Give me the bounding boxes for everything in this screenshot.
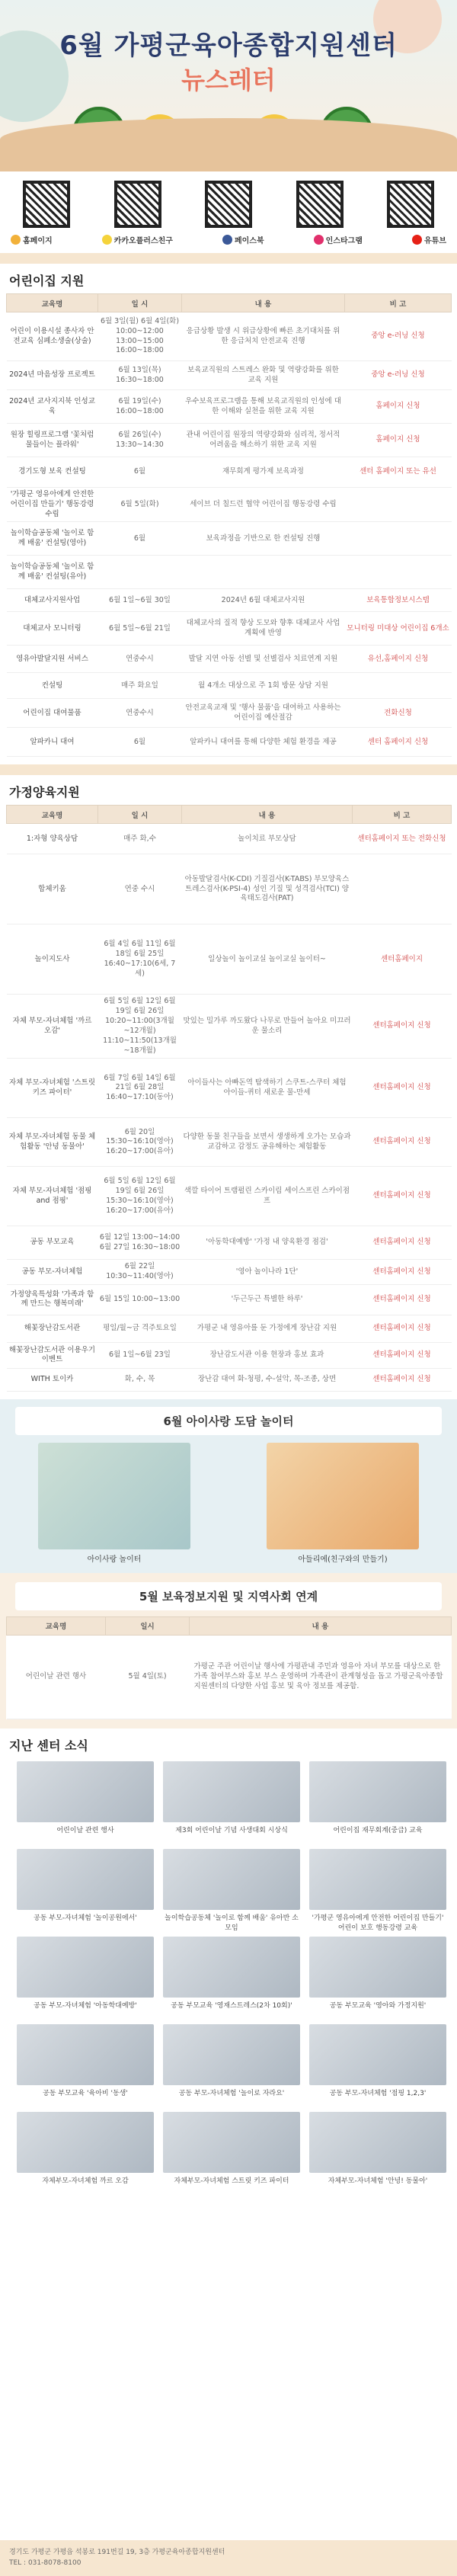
table-cell: 가평군 내 영유아를 둔 가정에게 장난감 지원 (182, 1315, 353, 1342)
table-cell (345, 488, 452, 522)
table-cell: 6월 20일 15:30~16:10(영아) 16:20~17:00(유아) (98, 1118, 182, 1167)
instagram-qr-code[interactable] (296, 181, 344, 228)
table-cell: 6월 19일(수) 16:00~18:00 (98, 390, 182, 424)
footer: 경기도 가평군 가평읍 석봉로 191번길 19, 3층 가평군육아종합지원센터 TEL : 031-8078-8100 (0, 2540, 457, 2576)
table-cell: 6월 7일 6월 14일 6월 21일 6월 28일 16:40~17:10(동아) (98, 1059, 182, 1118)
table-cell: 센터홈페이지 신청 (353, 1059, 452, 1118)
table-cell: 연중 수시 (98, 854, 182, 924)
news-item: 공동 부모-자녀체험 '놀이로 자라요' (163, 2024, 300, 2107)
table-cell: 공동 부모-자녀체험 (7, 1260, 98, 1285)
col-header: 일시 (106, 1616, 190, 1635)
col-header: 내 용 (182, 806, 353, 824)
table-row (7, 1315, 452, 1342)
table-cell: 세이브 더 칠드런 협약 어린이집 행동강령 수립 (182, 488, 345, 522)
table-cell: 어린이 이용시설 종사자 안전교육 심폐소생술(상술) (7, 312, 98, 361)
table-row (7, 646, 452, 673)
table-cell: '가평군 영유아에게 안전한 어린이집 만들기' 행동강령수립 (7, 488, 98, 522)
table-cell: 6월 1일~6월 30일 (98, 589, 182, 612)
news-item: 공동 부모교육 '육아비 '동생' (17, 2024, 154, 2107)
table-cell: 알파카니 대여를 통해 다양한 체험 환경을 제공 (182, 728, 345, 757)
col-header: 교육명 (7, 1616, 106, 1635)
table-cell: '두근두근 특별한 하루' (182, 1284, 353, 1315)
table-row (7, 312, 452, 361)
youtube-qr-code[interactable] (387, 181, 434, 228)
news-item: 자체부모-자녀체험 '안녕! 동물아' (309, 2112, 446, 2195)
table-cell: 6월 (98, 728, 182, 757)
news-section-title: 지난 센터 소식 (9, 1738, 88, 1753)
table-row (7, 699, 452, 728)
table-cell: 6월 12일 13:00~14:00 6월 27일 16:30~18:00 (98, 1226, 182, 1260)
table-cell: 해꽃장난감도서관 이용우기 이벤트 (7, 1342, 98, 1368)
news-item: 놀이학습공동체 '놀이로 함께 배움' 유아반 소모임 (163, 1849, 300, 1932)
table-row (7, 1342, 452, 1368)
table-cell: 자체 부모-자녀체험 '스트릿 키즈 파이터' (7, 1059, 98, 1118)
table-cell: 6월 15일 10:00~13:00 (98, 1284, 182, 1315)
table-row (7, 1260, 452, 1285)
table-cell: 6월 13일(목) 16:30~18:00 (98, 361, 182, 390)
table-cell: 센터 홈페이지 신청 (345, 728, 452, 757)
table-row (7, 390, 452, 424)
facebook-qr-code[interactable] (205, 181, 252, 228)
sns-label-row (0, 234, 457, 253)
col-header: 비 고 (345, 294, 452, 312)
table-cell: 중앙 e-러닝 신청 (345, 312, 452, 361)
table-cell: 센터홈페이지 신청 (353, 1167, 452, 1226)
table-cell: 전화신청 (345, 699, 452, 728)
table-cell: 놀이치료 부모상담 (182, 824, 353, 854)
table-cell: 아동발달검사(K-CDI) 기질검사(K-TABS) 부모양육스트레스검사(K-PSI-4) 성인 기질 및 성격검사(TCI) 양육태도검사(PAT) (182, 854, 353, 924)
instagram-icon (314, 235, 324, 245)
table-cell: 관내 어린이집 원장의 역량강화와 심리적, 정서적 어려움을 해소하기 위한 교육 지원 (182, 424, 345, 457)
table-cell: 장난감도서관 이용 현장과 홍보 효과 (182, 1342, 353, 1368)
divider-bar (0, 253, 457, 264)
table-cell: 놀이학습공동체 '놀이로 함께 배움' 컨설팅(영아) (7, 522, 98, 556)
table-cell: 보육과정을 기반으로 한 컨설팅 진행 (182, 522, 345, 556)
table-cell: 컨설팅 (7, 673, 98, 699)
table-cell: 6월 (98, 522, 182, 556)
table-cell: 대체교사지원사업 (7, 589, 98, 612)
table-cell: 자체 부모-자녀체험 동물 체험활동 '안녕 동물아' (7, 1118, 98, 1167)
table-row (7, 824, 452, 854)
sand-decor (0, 118, 457, 171)
table-cell: 홈페이지 신청 (345, 424, 452, 457)
info-section (0, 1573, 457, 1729)
table-row (7, 361, 452, 390)
table-cell: 보육교직원의 스트레스 완화 및 역량강화를 위한 교육 지원 (182, 361, 345, 390)
table-cell: 안전교육교재 및 '행사 물품'을 대여하고 사용하는 어린이집 예산절감 (182, 699, 345, 728)
table-cell (345, 556, 452, 589)
daycare-table (6, 293, 452, 757)
family-section-title: 가정양육지원 (9, 785, 80, 800)
table-cell: 우수보육프로그램을 통해 보육교직원의 인성에 대한 이해와 실천을 위한 교육 지원 (182, 390, 345, 424)
table-cell: 대체교사 모니터링 (7, 612, 98, 646)
table-cell: 센터홈페이지 신청 (353, 1260, 452, 1285)
sns-facebook[interactable]: 페이스북 (222, 234, 264, 245)
table-row (7, 556, 452, 589)
table-cell: 6월 4일 6월 11일 6월 18일 6월 25일 16:40~17:10(6세, 7세) (98, 924, 182, 995)
col-header: 내 용 (182, 294, 345, 312)
kakao-qr-code[interactable] (114, 181, 161, 228)
table-cell: 경기도형 보육 컨설팅 (7, 457, 98, 488)
news-item: 자체부모-자녀체험 스트릿 키즈 파이터 (163, 2112, 300, 2195)
table-cell: 센터홈페이지 신청 (353, 1315, 452, 1342)
table-cell: 매주 화,수 (98, 824, 182, 854)
table-cell: 색깔 타이어 트램펄린 스카이림 세이스프린 스카이점프 (182, 1167, 353, 1226)
youtube-icon (412, 235, 422, 245)
table-cell: 대체교사의 질적 향상 도모와 향후 대체교사 사업계획에 반영 (182, 612, 345, 646)
table-cell: 놀이지도사 (7, 924, 98, 995)
table-cell: 평일/월~금 격주토요일 (98, 1315, 182, 1342)
table-cell: 일상놀이 놀이교실 놀이교실 놀이터~ (182, 924, 353, 995)
table-row (7, 1167, 452, 1226)
table-cell: 응급상황 발생 시 위급상황에 빠른 초기대처를 위한 응급처치 안전교육 진행 (182, 312, 345, 361)
table-cell: 연중수시 (98, 646, 182, 673)
page-title: 6월 가평군육아종합지원센터 (59, 30, 398, 61)
table-cell: 재무회계 평가제 보육과정 (182, 457, 345, 488)
table-row (7, 1368, 452, 1391)
col-header: 일 시 (98, 294, 182, 312)
page-subtitle: 뉴스레터 (181, 66, 276, 95)
news-item: 공동 부모교육 '영재스트레스(2차 10회)' (163, 1937, 300, 2020)
table-cell: 알파카니 대여 (7, 728, 98, 757)
table-cell: 센터홈페이지 또는 전화신청 (353, 824, 452, 854)
table-cell: 6월 5일~6월 21일 (98, 612, 182, 646)
news-item: 공동 부모-자녀체험 '놀이공원에서' (17, 1849, 154, 1932)
news-item: '가평군 영유아에게 안전한 어린이집 만들기' 어린이 보호 행동강령 교육 (309, 1849, 446, 1932)
table-cell: 놀이학습공동체 '놀이로 함께 배움' 컨설팅(유아) (7, 556, 98, 589)
table-cell: 6월 (98, 457, 182, 488)
sns-kakao[interactable]: 카카오플러스친구 (102, 234, 173, 245)
sns-homepage[interactable]: 홈페이지 (11, 234, 53, 245)
table-cell: 자체 부모-자녀체험 '까르 오감' (7, 995, 98, 1059)
kakao-icon (102, 235, 112, 245)
col-header: 비 고 (353, 806, 452, 824)
table-cell: 맛있는 밀가루 까도왔다 나무로 만들어 놀아요 미끄러운 물소리 (182, 995, 353, 1059)
table-cell: 매주 화요일 (98, 673, 182, 699)
facebook-icon (222, 235, 232, 245)
table-cell: 영유아발달지원 서비스 (7, 646, 98, 673)
table-cell: 6월 5일 6월 12일 6월 19일 6월 26일 15:30~16:10(영아) 16:20~17:00(유아) (98, 1167, 182, 1226)
table-cell: 6월 5일 6월 12일 6월 19일 6월 26일 10:20~11:00(3개월~12개월) 11:10~11:50(13개월~18개월) (98, 995, 182, 1059)
table-cell: 장난감 대여 화-청평, 수-설악, 목-조종, 상면 (182, 1368, 353, 1391)
table-row (7, 612, 452, 646)
table-row (7, 673, 452, 699)
news-item: 어린이날 관련 행사 (17, 1761, 154, 1844)
table-cell: 2024년 6월 대체교사지원 (182, 589, 345, 612)
table-cell: 다양한 동물 친구들을 보면서 생생하게 오가는 모습과 교감하고 감정도 공유해하는 체험활동 (182, 1118, 353, 1167)
news-item: 자체부모-자녀체험 까르 오감 (17, 2112, 154, 2195)
table-cell: 가정양육특성화 '가족과 함께 만드는 행복미래' (7, 1284, 98, 1315)
homepage-qr-code[interactable] (23, 181, 70, 228)
table-cell: 센터홈페이지 신청 (353, 1226, 452, 1260)
news-grid (0, 1758, 457, 2198)
table-cell: 공동 부모교육 (7, 1226, 98, 1260)
table-cell: 어린이집 대여물품 (7, 699, 98, 728)
col-header: 교육명 (7, 294, 98, 312)
table-row (7, 995, 452, 1059)
news-item: 공동 부모-자녀체험 '점핑 1,2,3' (309, 2024, 446, 2107)
table-cell (182, 556, 345, 589)
playground-photo: 아들리에(친구와의 만들기) (267, 1443, 419, 1564)
table-cell: 발달 지연 아동 선별 및 선별검사 치료연계 지원 (182, 646, 345, 673)
table-cell: 아이들사는 아빠돈역 탐색하기 스쿠트-스쿠터 체험 아이들-퀴터 새로운 물-만세 (182, 1059, 353, 1118)
news-item: 제3회 어린이날 기념 사생대회 시상식 (163, 1761, 300, 1844)
table-cell: 원장 힐링프로그램 '꽃처럼 물들이는 플라워' (7, 424, 98, 457)
table-cell: 보육통합정보시스템 (345, 589, 452, 612)
table-cell: 중앙 e-러닝 신청 (345, 361, 452, 390)
table-cell: 6월 3일(월) 6월 4일(화) 10:00~12:00 13:00~15:00 16:00~18:00 (98, 312, 182, 361)
table-cell: 자체 부모-자녀체험 '점핑 and 점핑' (7, 1167, 98, 1226)
table-row: 어린이날 관련 행사 5월 4일(토) 가평군 주관 어린이날 행사에 가평관내 주민과 영유아 자녀 부모를 대상으로 한 가족 참여부스와 홍보 부스 운영하며 가족관이 관계형성을 돕고 가평군육아종합지원센터의 다양한 사업 홍보 및 육아 정보를 제공함. (7, 1635, 452, 1719)
table-cell: 화, 수, 목 (98, 1368, 182, 1391)
table-cell: 센터홈페이지 신청 (353, 995, 452, 1059)
table-cell: 합체키움 (7, 854, 98, 924)
table-cell: 해꽃장난감도서관 (7, 1315, 98, 1342)
table-row (7, 1118, 452, 1167)
table-row (7, 424, 452, 457)
table-cell (98, 556, 182, 589)
home-icon (11, 235, 21, 245)
divider-bar (0, 764, 457, 775)
news-item: 공동 부모-자녀체험 '아동학대예방' (17, 1937, 154, 2020)
sns-youtube[interactable]: 유튜브 (412, 234, 446, 245)
table-cell: 1:자형 양육상담 (7, 824, 98, 854)
table-cell: '아동학대예방' '가정 내 양육환경 점검' (182, 1226, 353, 1260)
news-item: 공동 부모교육 '영아와 가정지원' (309, 1937, 446, 2020)
table-cell: 센터홈페이지 신청 (353, 1368, 452, 1391)
table-cell: 센터홈페이지 신청 (353, 1284, 452, 1315)
playground-photo: 아이사랑 놀이터 (38, 1443, 190, 1564)
table-cell: WITH 토이카 (7, 1368, 98, 1391)
table-row (7, 1284, 452, 1315)
table-row (7, 728, 452, 757)
playground-title: 6월 아이사랑 도담 놀이터 (15, 1407, 442, 1435)
col-header: 일 시 (98, 806, 182, 824)
col-header: 교육명 (7, 806, 98, 824)
table-cell (345, 673, 452, 699)
table-cell: 센터홈페이지 (353, 924, 452, 995)
daycare-section-title: 어린이집 지원 (9, 274, 85, 288)
table-cell: 2024년 교사지지북 인성교육 (7, 390, 98, 424)
table-cell: 홈페이지 신청 (345, 390, 452, 424)
info-table (6, 1616, 452, 1719)
qr-code-row (0, 171, 457, 234)
table-cell: 센터 홈페이지 또는 유선 (345, 457, 452, 488)
sns-instagram[interactable]: 인스타그램 (314, 234, 363, 245)
table-cell: 센터홈페이지 신청 (353, 1118, 452, 1167)
table-row (7, 924, 452, 995)
table-row (7, 1059, 452, 1118)
table-cell: 6월 26일(수) 13:30~14:30 (98, 424, 182, 457)
table-cell: 6월 1일~6월 23일 (98, 1342, 182, 1368)
table-cell: 6월 22일 10:30~11:40(영아) (98, 1260, 182, 1285)
table-row (7, 1226, 452, 1260)
family-table (6, 805, 452, 1392)
table-cell: 2024년 마음성장 프로젝트 (7, 361, 98, 390)
table-row (7, 522, 452, 556)
newsletter-header (0, 0, 457, 171)
table-cell: 월 4개소 대상으로 주 1회 방문 상담 지원 (182, 673, 345, 699)
table-row (7, 589, 452, 612)
table-cell: 모니터링 미대상 어린이집 6개소 (345, 612, 452, 646)
table-row (7, 854, 452, 924)
table-cell: '영아 놀이나라 1단' (182, 1260, 353, 1285)
col-header: 내 용 (190, 1616, 452, 1635)
table-cell: 유선,홈페이지 신청 (345, 646, 452, 673)
table-cell: 연중수시 (98, 699, 182, 728)
table-row (7, 488, 452, 522)
table-row (7, 457, 452, 488)
playground-section (0, 1399, 457, 1573)
table-cell (353, 854, 452, 924)
table-cell (345, 522, 452, 556)
table-cell: 6월 5일(화) (98, 488, 182, 522)
news-item: 어린이집 재무회계(중급) 교육 (309, 1761, 446, 1844)
table-cell: 센터홈페이지 신청 (353, 1342, 452, 1368)
info-title: 5월 보육정보지원 및 지역사회 연계 (15, 1582, 442, 1610)
